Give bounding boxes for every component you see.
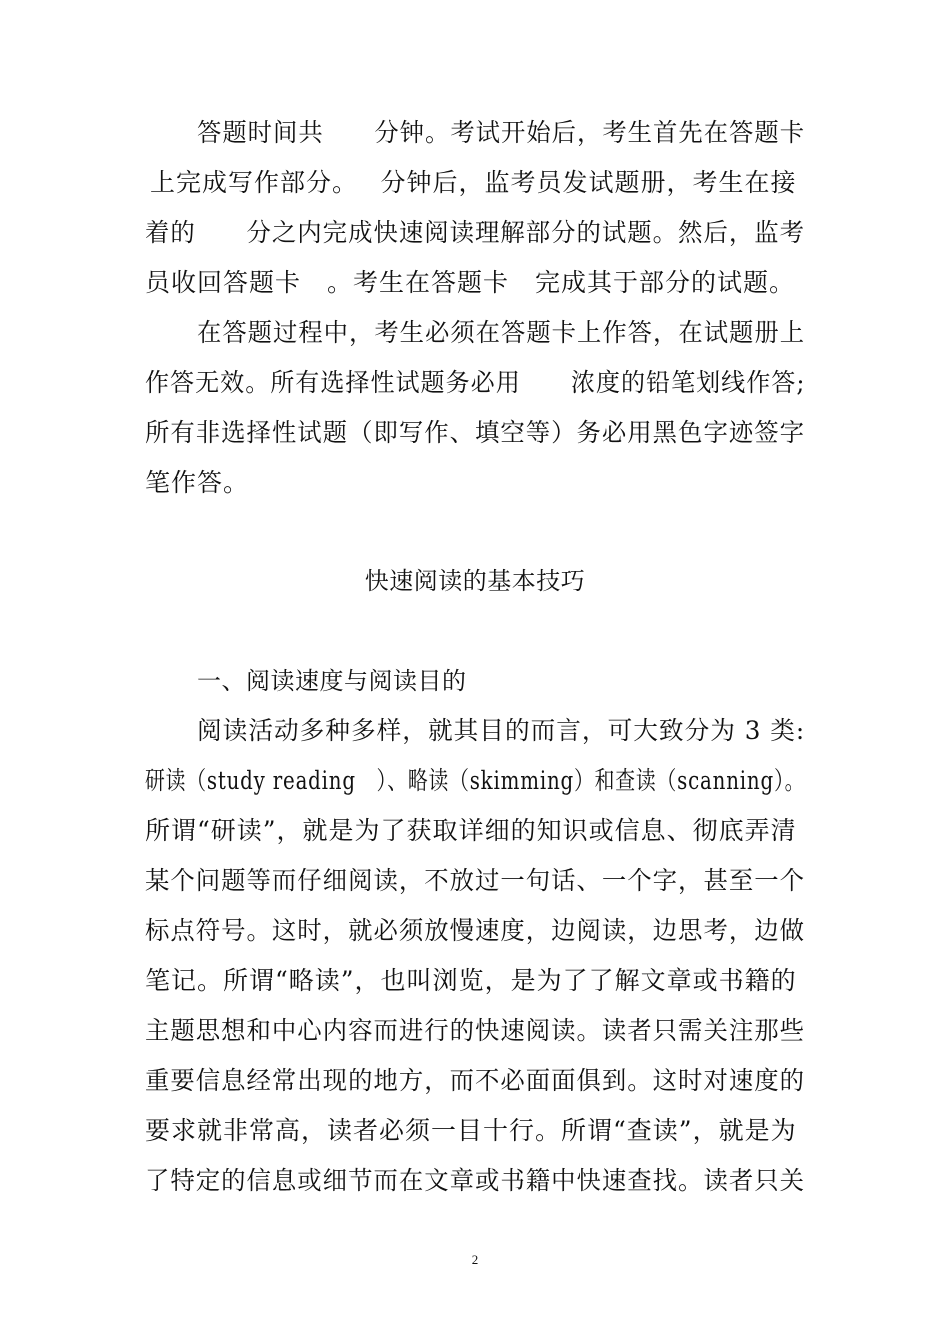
- p3-line-1: 阅读活动多种多样，就其目的而言，可大致分为 3 类:: [197, 716, 806, 745]
- page-number: 2: [471, 1252, 479, 1267]
- p1-line-2: 上完成写作部分。 分钟后，监考员发试题册，考生在接: [150, 168, 797, 197]
- p3-line-8: 重要信息经常出现的地方，而不必面面俱到。这时对速度的: [145, 1066, 805, 1095]
- subsection-title: 一、阅读速度与阅读目的: [197, 667, 467, 695]
- p3-line-6: 笔记。所谓“略读”，也叫浏览，是为了了解文章或书籍的: [145, 966, 797, 995]
- p3-line-9: 要求就非常高，读者必须一目十行。所谓“查读”，就是为: [145, 1116, 797, 1145]
- section-title: 快速阅读的基本技巧: [364, 567, 586, 595]
- p3-line-10: 了特定的信息或细节而在文章或书籍中快速查找。读者只关: [145, 1166, 805, 1195]
- p1-line-4: 员收回答题卡 。考生在答题卡 完成其于部分的试题。: [145, 268, 796, 297]
- p1-line-3: 着的 分之内完成快速阅读理解部分的试题。然后，监考: [145, 218, 805, 247]
- p3-line-2: 研读（study reading ）、略读（skimming）和查读（scanning）。: [145, 766, 806, 795]
- p2-line-4: 笔作答。: [145, 468, 250, 497]
- p2-line-2: 作答无效。所有选择性试题务必用 浓度的铅笔划线作答;: [145, 368, 806, 397]
- p1-line-1: 答题时间共 分钟。考试开始后，考生首先在答题卡: [197, 118, 806, 147]
- p2-line-3: 所有非选择性试题（即写作、填空等）务必用黑色字迹签字: [145, 418, 805, 447]
- p3-line-4: 某个问题等而仔细阅读，不放过一句话、一个字，甚至一个: [145, 866, 805, 895]
- p2-line-1: 在答题过程中，考生必须在答题卡上作答，在试题册上: [197, 318, 806, 347]
- p3-line-7: 主题思想和中心内容而进行的快速阅读。读者只需关注那些: [145, 1016, 805, 1045]
- p3-line-3: 所谓“研读”，就是为了获取详细的知识或信息、彻底弄清: [145, 816, 797, 845]
- p3-line-5: 标点符号。这时，就必须放慢速度，边阅读，边思考，边做: [145, 916, 805, 945]
